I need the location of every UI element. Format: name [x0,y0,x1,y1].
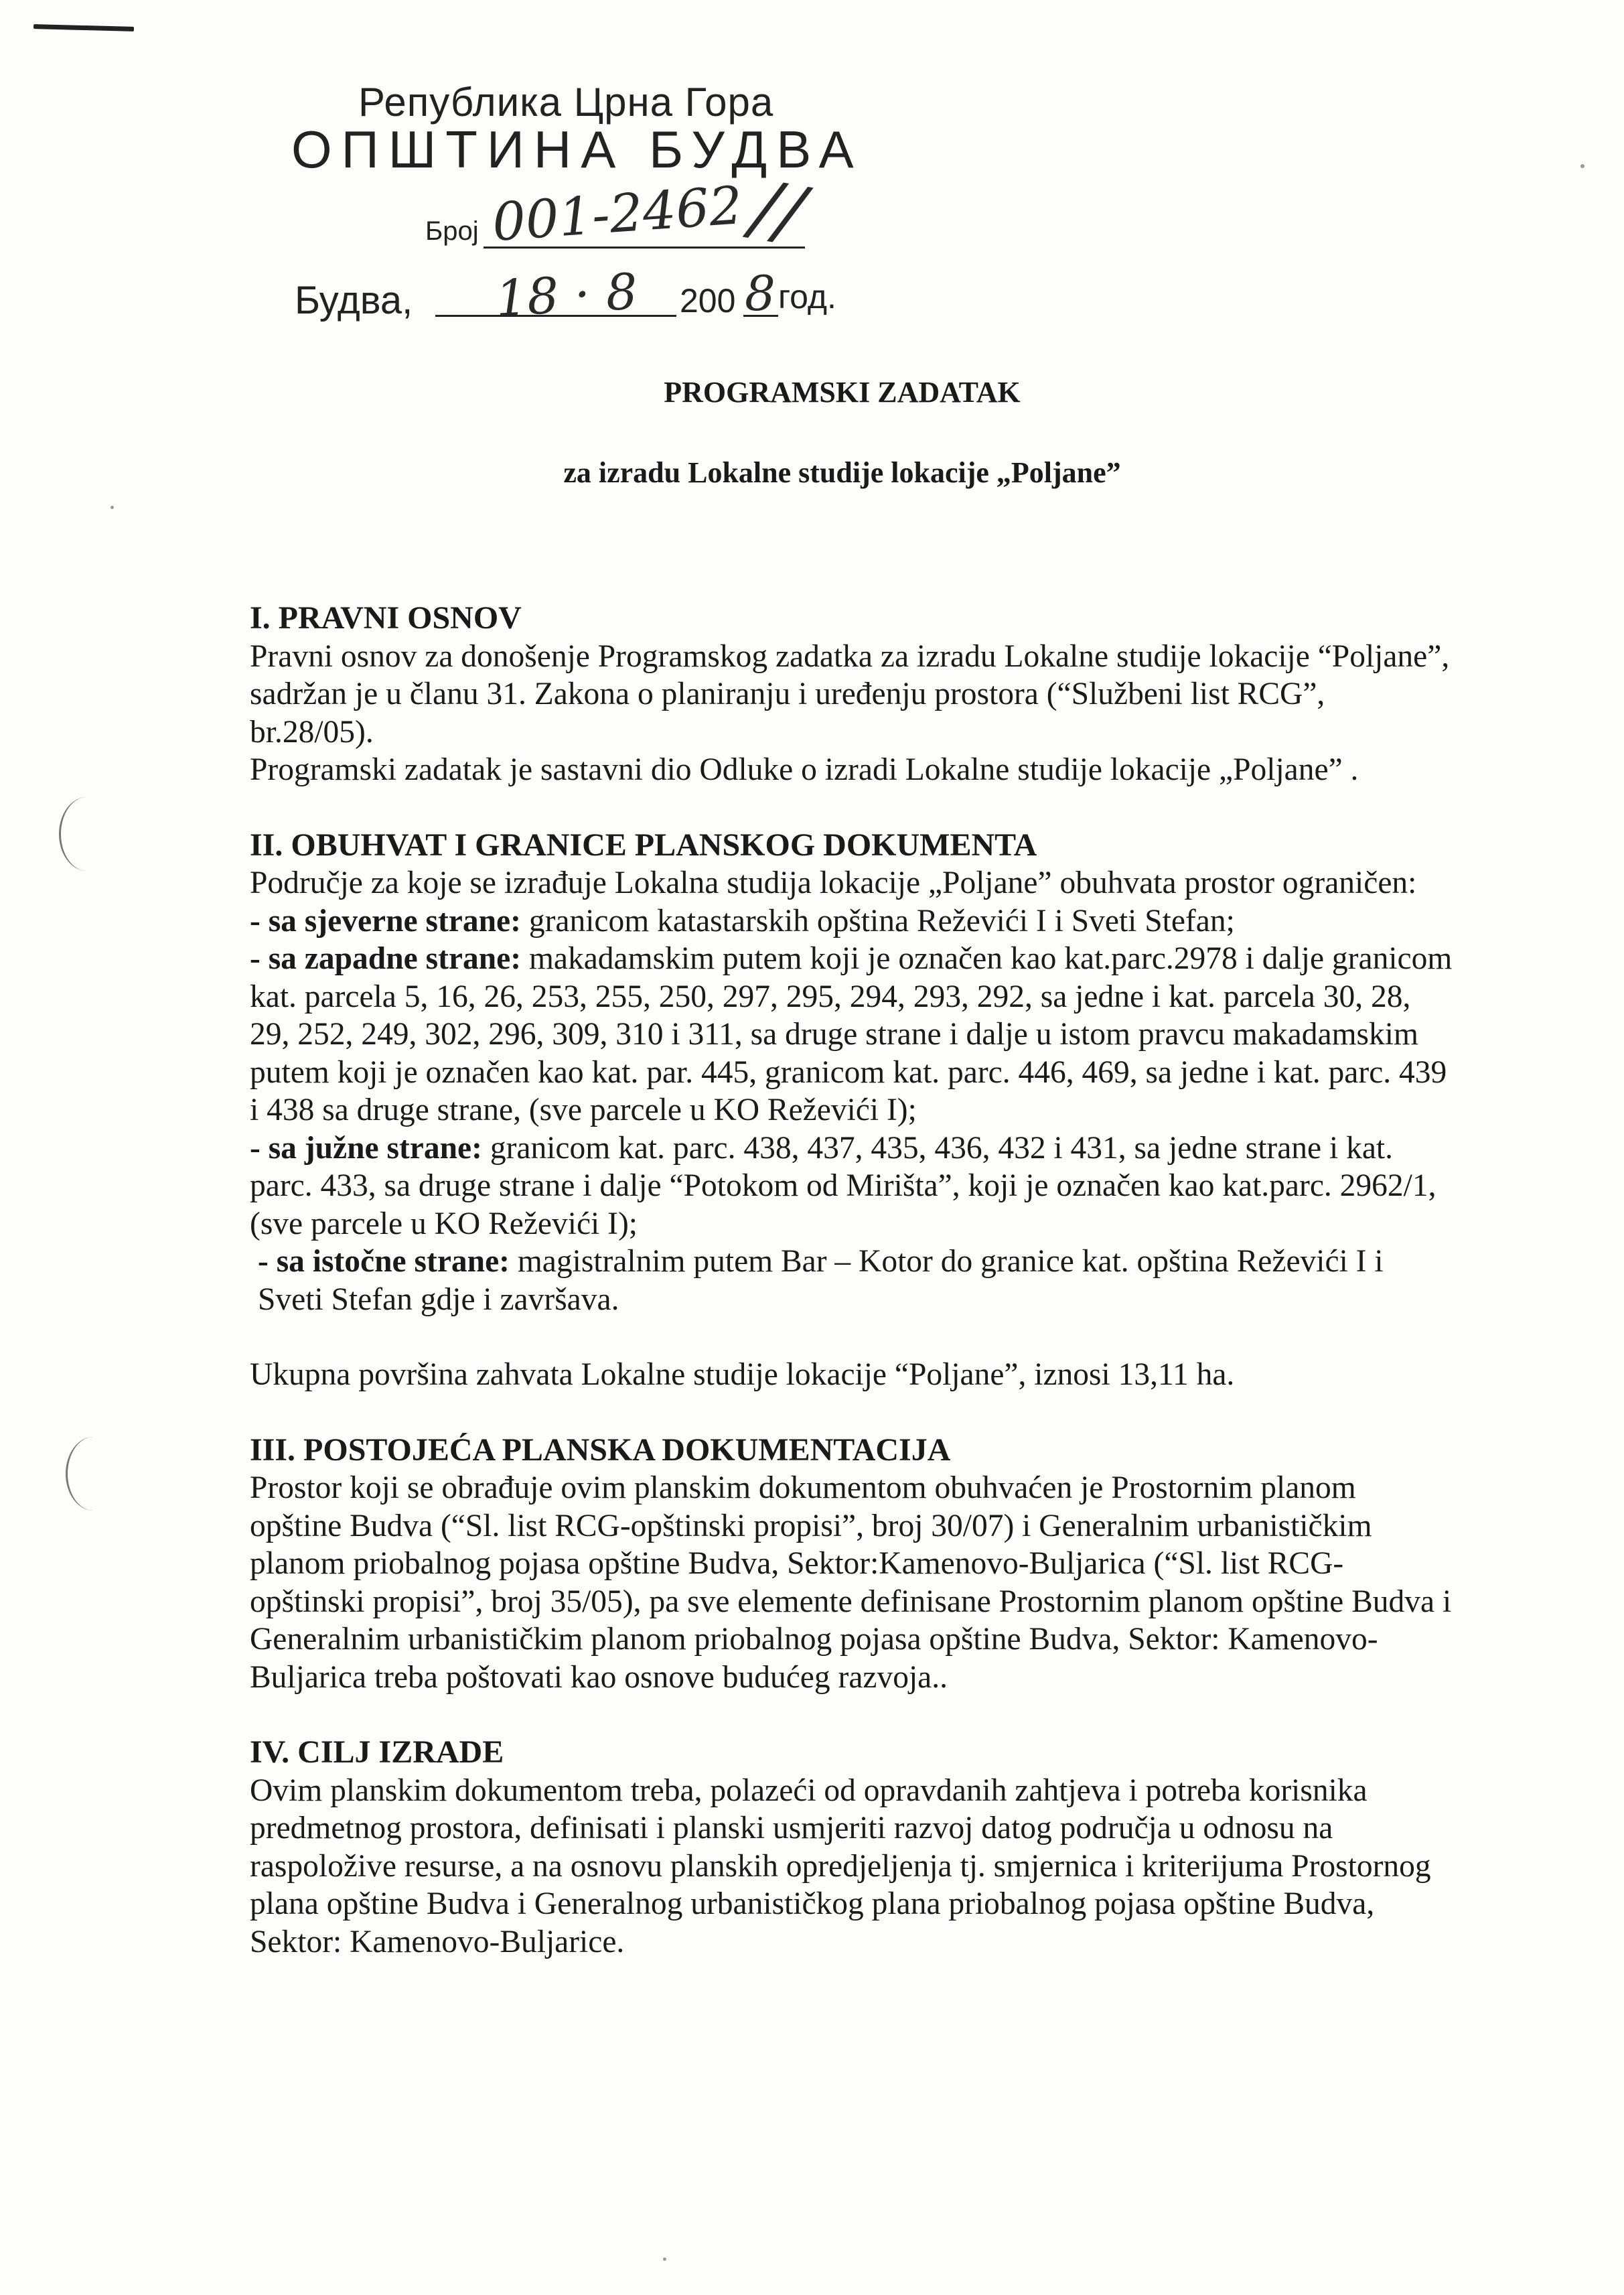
boundary-west [250,940,1455,1129]
section-scope-boundaries [250,827,1455,1394]
stamp-municipality: ОПШТИНА БУДВА [291,120,863,179]
boundary-label: - sa južne strane: [250,1130,482,1166]
section-heading: III. POSTOJEĆA PLANSKA DOKUMENTACIJA [250,1432,951,1468]
section-heading: II. OBUHVAT I GRANICE PLANSKOG DOKUMENTA [250,827,1037,863]
stamp-republic: Република Црна Гора [358,80,774,125]
document-body [250,600,1455,1961]
boundary-label: - sa sjeverne strane: [250,903,521,938]
stamp-place-label: Будва, [295,279,413,322]
scan-artifact-bar [33,24,134,31]
paragraph: Pravni osnov za donošenje Programskog zadatka za izradu Lokalne studije lokacije “Poljane”, sadržan je u članu 31. Zakona o planiranju i uređenju prostora (“Službeni list RCG”, br.28/05). [250,638,1450,750]
stamp-year-suffix: год. [778,278,836,316]
stamp-date-handwritten: 18 · 8 [494,263,639,328]
punch-hole-mark [66,1437,121,1511]
section-heading: I. PRAVNI OSNOV [250,600,522,636]
boundary-text: magistralnim putem Bar – Kotor do granice kat. opština Reževići I i Sveti Stefan gdje i završava. [258,1244,1384,1317]
boundary-text: makadamskim putem koji je označen kao kat.parc.2978 i dalje granicom kat. parcela 5, 16, 26, 253, 255, 250, 297, 295, 294, 293, 292, sa jedne i kat. parcela 30, 28, 29, 252, 249, 302, 296, 309, 310 i 311, sa druge strane i dalje u istom pravcu makadamskim putem koji je označen kao kat. par. 445, granicom kat. parc. 446, 469, sa jedne i kat. parc. 439 i 438 sa druge strane, (sve parcele u KO Reževići I); [250,941,1453,1127]
total-area: Ukupna površina zahvata Lokalne studije lokacije “Poljane”, iznosi 13,11 ha. [250,1357,1235,1392]
boundary-east [250,1243,1455,1318]
boundary-text: granicom kat. parc. 438, 437, 435, 436, 432 i 431, sa jedne strane i kat. parc. 433, sa druge strane i dalje “Potokom od Mirišta”, koji je označen kao kat.parc. 2962/1, (sve parcele u KO Reževići I); [250,1130,1436,1241]
paragraph: Prostor koji se obrađuje ovim planskim dokumentom obuhvaćen je Prostornim planom opštine Budva (“Sl. list RCG-opštinski propisi”, broj 30/07) i Generalnim urbanističkim planom priobalnog pojasa opštine Budva, Sektor:Kamenovo-Buljarica (“Sl. list RCG-opštinski propisi”, broj 35/05), pa sve elemente definisane Prostornim planom opštine Budva i Generalnim urbanističkim planom priobalnog pojasa opštine Budva, Sektor: Kamenovo-Buljarica treba poštovati kao osnove budućeg razvoja.. [250,1470,1452,1695]
boundary-label: - sa zapadne strane: [250,941,522,976]
punch-hole-mark [59,797,115,871]
stamp-number-label: Број [425,216,479,246]
scan-speck [110,506,114,509]
paragraph: Područje za koje se izrađuje Lokalna studija lokacije „Poljane” obuhvata prostor ograničen: [250,865,1417,900]
boundary-south [250,1129,1455,1243]
section-objective [250,1734,1455,1961]
scan-speck [1580,164,1584,168]
stamp-number-suffix: // [746,163,810,257]
paragraph: Ovim planskim dokumentom treba, polazeći od opravdanih zahtjeva i potreba korisnika predmetnog prostora, definisati i planski usmjeriti razvoj datog područja u odnosu na raspoložive resurse, a na osnovu planskih opredjeljenja tj. smjernica i kriterijuma Prostornog plana opštine Budva i Generalnog urbanističkog plana priobalnog pojasa opštine Budva, Sektor: Kamenovo-Buljarice. [250,1772,1431,1959]
boundary-north [250,902,1455,941]
stamp-year-prefix: 200 [680,282,736,320]
section-heading: IV. CILJ IZRADE [250,1734,504,1770]
paragraph: Programski zadatak je sastavni dio Odluke o izradi Lokalne studije lokacije „Poljane” . [250,752,1359,787]
stamp-year-handwritten: 8 [745,265,776,322]
document-subtitle: za izradu Lokalne studije lokacije „Poljane” [563,456,1121,489]
scan-speck [663,2257,666,2261]
section-legal-basis [250,600,1455,789]
boundary-text: granicom katastarskih opština Reževići I i Sveti Stefan; [520,903,1235,938]
stamp-number-handwritten: 001-2462 [490,176,745,253]
boundary-label: - sa istočne strane: [258,1244,510,1279]
section-existing-plans [250,1432,1455,1697]
document-title: PROGRAMSKI ZADATAK [664,376,1021,409]
